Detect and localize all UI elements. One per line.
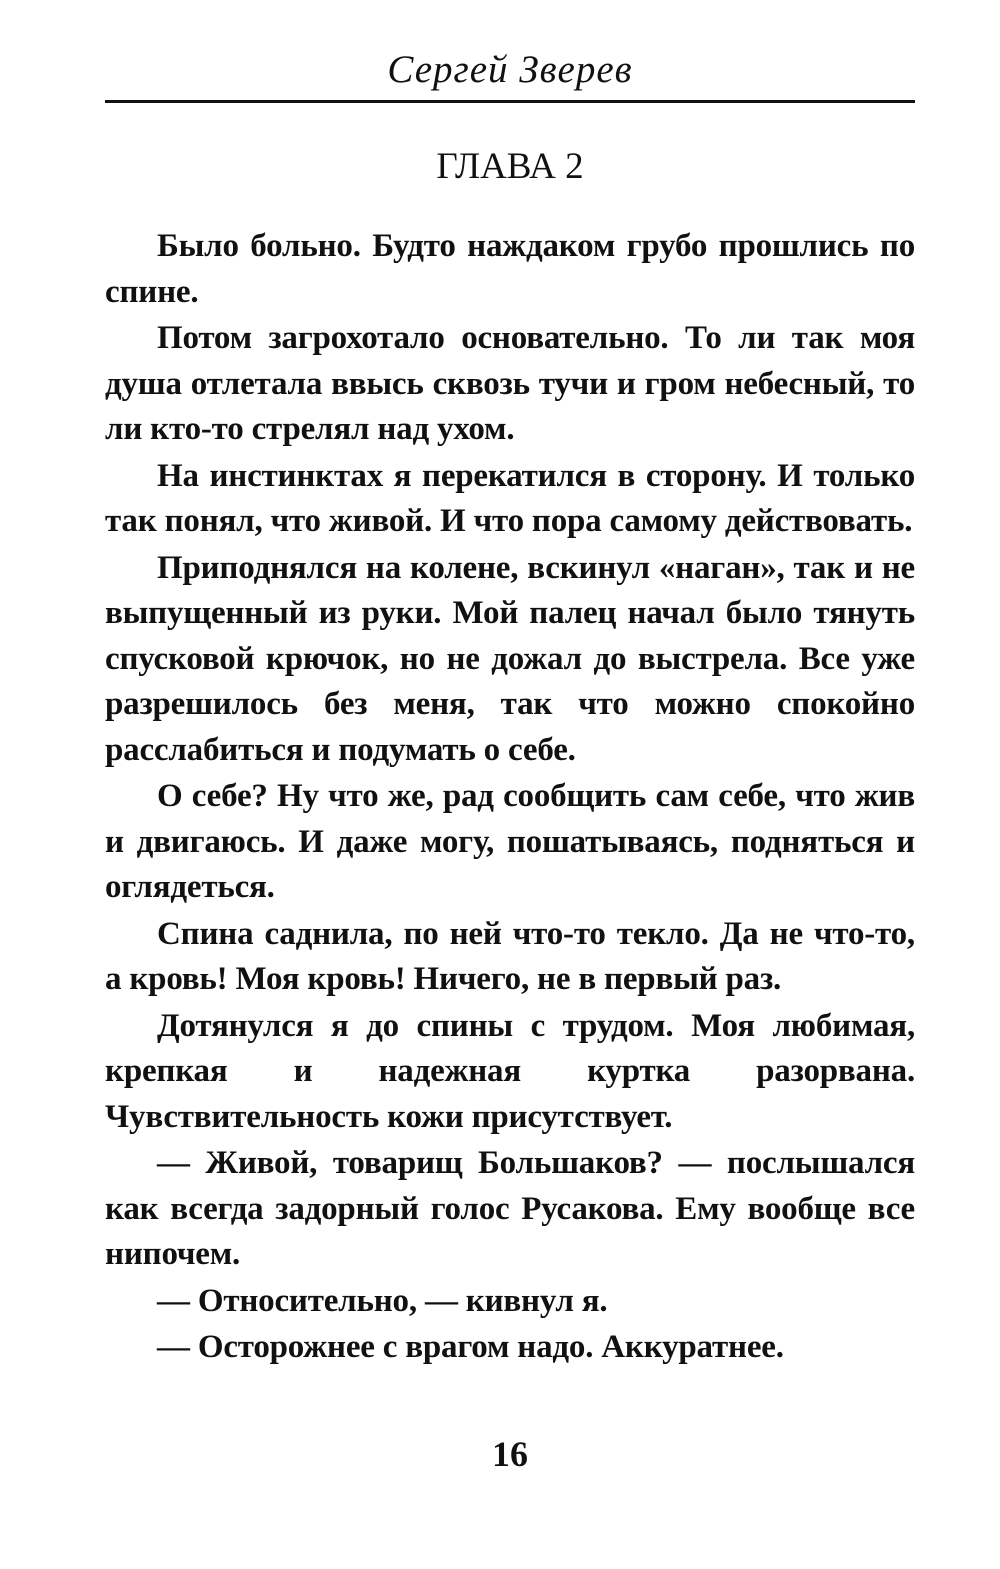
paragraph: Дотянулся я до спины с трудом. Моя любимая, крепкая и надежная куртка разорвана. Чувствительность кожи присутствует.	[105, 1007, 915, 1135]
chapter-title: ГЛАВА 2	[436, 146, 584, 187]
paragraph: — Живой, товарищ Большаков? — послышался как всегда задорный голос Русакова. Ему вообще все нипочем.	[105, 1145, 915, 1272]
paragraph: — Осторожнее с врагом надо. Аккуратнее.	[157, 1329, 784, 1365]
paragraph: Спина саднила, по ней что-то текло. Да не что-то, а кровь! Моя кровь! Ничего, не в первый раз.	[105, 915, 915, 997]
paragraph: О себе? Ну что же, рад сообщить сам себе, что жив и двигаюсь. И даже могу, пошатываясь, подняться и оглядеться.	[105, 778, 915, 905]
page-number: 16	[492, 1434, 528, 1474]
paragraph: На инстинктах я перекатился в сторону. И только так понял, что живой. И что пора самому действовать.	[105, 457, 915, 539]
paragraph: Приподнялся на колене, вскинул «наган», так и не выпущенный из руки. Мой палец начал было тянуть спусковой крючок, но не дожал до выстрела. Все уже разрешилось без меня, так что можно спокойно расслабиться и подумать о себе.	[105, 549, 915, 768]
paragraph: Было больно. Будто наждаком грубо прошлись по спине.	[105, 228, 915, 310]
book-page	[105, 0, 915, 1569]
header-rule	[105, 100, 915, 103]
running-head-author: Сергей Зверев	[387, 48, 633, 91]
body-text	[105, 224, 915, 1372]
paragraph: Потом загрохотало основательно. То ли так моя душа отлетала ввысь сквозь тучи и гром небесный, то ли кто-то стрелял над ухом.	[105, 320, 915, 447]
paragraph: — Относительно, — кивнул я.	[157, 1282, 608, 1319]
